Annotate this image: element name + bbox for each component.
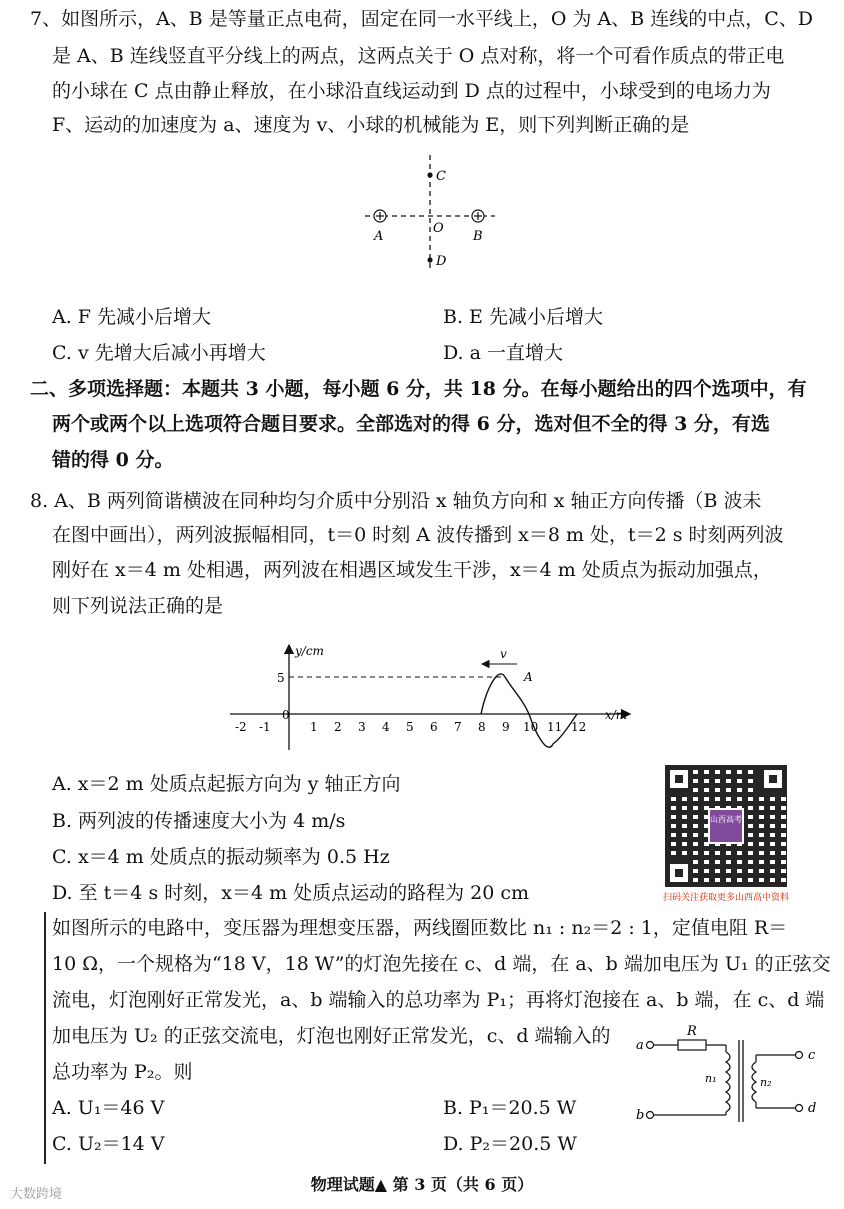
x-axis-label: x/m	[605, 708, 628, 722]
q7-option-c: C. v 先增大后减小再增大	[52, 342, 266, 364]
x-tick-label: -1	[259, 720, 271, 734]
q7-line-2: 是 A、B 连线竖直平分线上的两点，这两点关于 O 点对称，将一个可看作质点的带正电	[52, 45, 785, 67]
q7-option-a: A. F 先减小后增大	[52, 306, 212, 328]
label-c: C	[436, 169, 446, 184]
amplitude-label: 5	[277, 671, 285, 685]
q8-line-2: 在图中画出），两列波振幅相同，t＝0 时刻 A 波传播到 x＝8 m 处，t＝2 s 时刻两列波	[52, 524, 784, 546]
wave-a-curve	[481, 674, 577, 747]
secondary-coil	[752, 1062, 756, 1102]
x-tick-label: -2	[235, 720, 247, 734]
q7-charge-diagram	[360, 150, 500, 275]
q9-option-b: B. P₁＝20.5 W	[443, 1097, 577, 1119]
x-tick-label: 7	[454, 720, 462, 734]
q7-line-1: 7、如图所示，A、B 是等量正点电荷，固定在同一水平线上，O 为 A、B 连线的中点，C、D	[30, 8, 813, 30]
x-tick-label: 4	[382, 720, 390, 734]
terminal-b	[647, 1112, 654, 1119]
q9-line-2: 10 Ω，一个规格为“18 V，18 W”的灯泡先接在 c、d 端，在 a、b 端加电压为 U₁ 的正弦交	[52, 953, 831, 975]
x-tick-label: 10	[523, 720, 539, 734]
terminal-a-label: a	[636, 1038, 644, 1053]
q8-line-4: 则下列说法正确的是	[52, 595, 224, 617]
velocity-label: v	[500, 647, 507, 661]
resistor-r	[678, 1040, 706, 1050]
n2-label: n₂	[760, 1076, 772, 1089]
x-tick-label: 6	[430, 720, 438, 734]
label-o: O	[433, 221, 444, 236]
section2-line-1: 二、多项选择题：本题共 3 小题，每小题 6 分，共 18 分。在每小题给出的四个选项中，有	[30, 378, 807, 400]
section2-line-2: 两个或两个以上选项符合题目要求。全部选对的得 6 分，选对但不全的得 3 分，有选	[52, 413, 770, 435]
q7-option-d: D. a 一直增大	[443, 342, 564, 364]
q7-line-4: F、运动的加速度为 a、速度为 v、小球的机械能为 E，则下列判断正确的是	[52, 114, 690, 136]
q8-option-d: D. 至 t＝4 s 时刻，x＝4 m 处质点运动的路程为 20 cm	[52, 882, 530, 904]
q9-line-4: 加电压为 U₂ 的正弦交流电，灯泡也刚好正常发光，c、d 端输入的	[52, 1025, 611, 1047]
x-tick-label: 11	[547, 720, 563, 734]
q8-wave-graph	[225, 640, 645, 755]
q9-option-c: C. U₂＝14 V	[52, 1133, 165, 1155]
x-tick-label: 12	[571, 720, 587, 734]
origin-label: 0	[282, 708, 290, 722]
label-a: A	[374, 229, 384, 244]
terminal-c	[796, 1052, 803, 1059]
x-tick-label: 9	[502, 720, 510, 734]
x-tick-label: 1	[310, 720, 318, 734]
x-tick-label: 8	[478, 720, 486, 734]
terminal-d	[796, 1105, 803, 1112]
qr-center-badge: 山西高考	[708, 808, 744, 844]
x-tick-label: 3	[358, 720, 366, 734]
q8-option-a: A. x＝2 m 处质点起振方向为 y 轴正方向	[52, 773, 401, 795]
x-tick-label: 5	[406, 720, 414, 734]
label-b: B	[473, 229, 483, 244]
q9-line-1: 如图所示的电路中，变压器为理想变压器，两线圈匝数比 n₁ : n₂＝2 : 1，定值电阻 R＝	[52, 917, 788, 939]
q8-line-1: 8. A、B 两列简谐横波在同种均匀介质中分别沿 x 轴负方向和 x 轴正方向传播（B 波未	[30, 490, 762, 512]
q8-option-c: C. x＝4 m 处质点的振动频率为 0.5 Hz	[52, 846, 390, 868]
x-tick-label: 2	[334, 720, 342, 734]
terminal-b-label: b	[636, 1108, 645, 1123]
q9-option-a: A. U₁＝46 V	[52, 1097, 165, 1119]
charge-a-icon	[374, 210, 386, 222]
q7-option-b: B. E 先减小后增大	[443, 306, 603, 328]
charge-b-icon	[472, 210, 484, 222]
q9-transformer-circuit	[630, 1022, 835, 1127]
qr-code	[665, 765, 787, 887]
y-axis-label: y/cm	[295, 644, 324, 658]
section2-line-3: 错的得 0 分。	[52, 449, 174, 471]
point-c-dot	[427, 172, 432, 177]
resistor-label: R	[687, 1024, 697, 1039]
terminal-d-label: d	[808, 1101, 817, 1116]
terminal-a	[647, 1042, 654, 1049]
label-d: D	[436, 254, 447, 269]
n1-label: n₁	[705, 1072, 717, 1085]
q8-option-b: B. 两列波的传播速度大小为 4 m/s	[52, 810, 346, 832]
point-d-dot	[427, 257, 432, 262]
q8-line-3: 刚好在 x＝4 m 处相遇，两列波在相遇区域发生干涉，x＝4 m 处质点为振动加强点，	[52, 559, 772, 581]
q9-option-d: D. P₂＝20.5 W	[443, 1133, 577, 1155]
q9-line-5: 总功率为 P₂。则	[52, 1061, 193, 1083]
watermark: 大数跨境	[10, 1187, 63, 1202]
q9-line-3: 流电，灯泡刚好正常发光，a、b 端输入的总功率为 P₁；再将灯泡接在 a、b 端，在 c、d 端	[52, 989, 825, 1011]
primary-coil	[726, 1052, 730, 1112]
qr-caption: 扫码关注获取更多山西高中资料	[663, 893, 790, 903]
q7-line-3: 的小球在 C 点由静止释放，在小球沿直线运动到 D 点的过程中，小球受到的电场力为	[52, 80, 771, 102]
page-footer: 物理试题▲ 第 3 页（共 6 页）	[310, 1175, 534, 1194]
wave-a-label: A	[524, 670, 533, 684]
question-left-border	[44, 912, 46, 1164]
terminal-c-label: c	[808, 1048, 816, 1063]
x-tick-labels	[235, 720, 586, 734]
